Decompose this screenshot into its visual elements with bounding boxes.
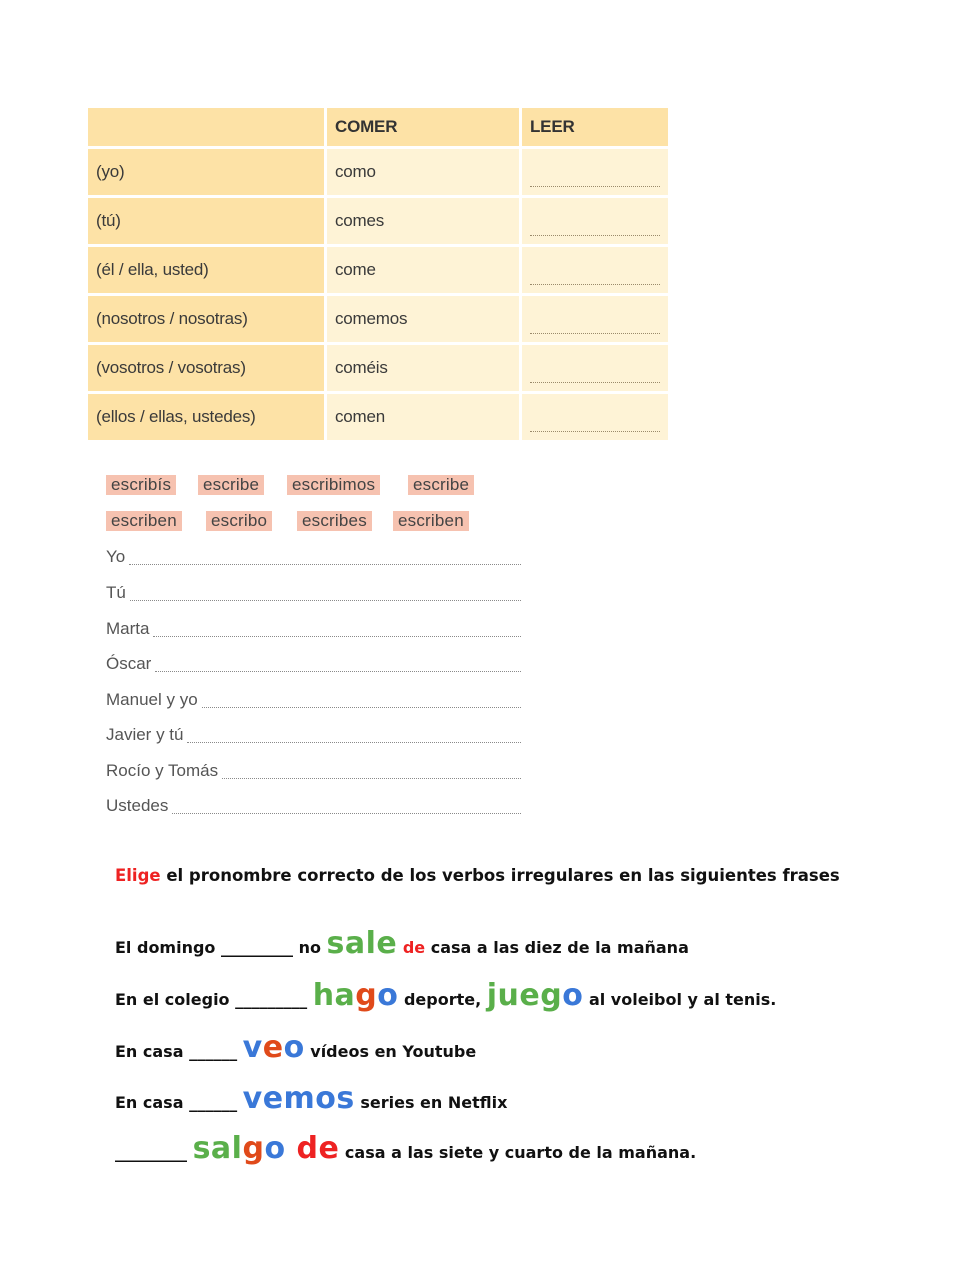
word-chip[interactable]: escribe: [408, 475, 474, 495]
verb-word: vemos: [242, 1081, 355, 1116]
verb-ending: o: [377, 978, 399, 1013]
subject-line: [106, 581, 521, 603]
leer-answer-blank[interactable]: [522, 296, 668, 342]
sentence-text: series en Netflix: [354, 1093, 508, 1112]
word-chip[interactable]: escribís: [106, 475, 176, 495]
answer-blank[interactable]: [172, 813, 521, 814]
pronoun-cell: (ellos / ellas, ustedes): [88, 394, 324, 440]
sentence-3: [115, 1030, 476, 1065]
sentence-text: casa a las diez de la mañana: [425, 938, 689, 957]
sentence-text: En casa ______: [115, 1042, 243, 1061]
leer-answer-blank[interactable]: [522, 247, 668, 293]
leer-answer-blank[interactable]: [522, 394, 668, 440]
sentence-text: vídeos en Youtube: [304, 1042, 477, 1061]
sentence-1: [115, 926, 689, 961]
verb-ending: o: [264, 1131, 286, 1166]
header-pronoun: [88, 108, 324, 146]
subject-line: [106, 723, 521, 745]
answer-blank[interactable]: [202, 707, 521, 708]
sentence-4: [115, 1081, 507, 1116]
verb-stem: sal: [192, 1131, 243, 1166]
pronoun-cell: (yo): [88, 149, 324, 195]
subject-line: [106, 652, 521, 674]
word-chip[interactable]: escriben: [106, 511, 182, 531]
sentence-5: [115, 1131, 696, 1166]
table-row: [88, 296, 668, 342]
leer-answer-blank[interactable]: [522, 198, 668, 244]
instruction-highlight: Elige: [115, 866, 161, 885]
answer-blank[interactable]: [187, 742, 521, 743]
sentence-2: [115, 978, 776, 1013]
answer-blank[interactable]: [153, 636, 521, 637]
subject-label: Tú: [106, 583, 126, 602]
word-chip[interactable]: escribo: [206, 511, 272, 531]
comer-cell: coméis: [327, 345, 519, 391]
subject-label: Marta: [106, 619, 150, 638]
sentence-text: al voleibol y al tenis.: [583, 990, 777, 1009]
comer-cell: como: [327, 149, 519, 195]
subject-line: [106, 688, 521, 710]
table-header-row: [88, 108, 668, 146]
word-chip[interactable]: escribe: [198, 475, 264, 495]
subject-line: [106, 545, 521, 567]
leer-answer-blank[interactable]: [522, 345, 668, 391]
sentence-text: _________: [115, 1143, 193, 1162]
answer-blank[interactable]: [130, 600, 521, 601]
subject-label: Ustedes: [106, 796, 169, 815]
verb-ending: o: [562, 978, 584, 1013]
sentence-text: En el colegio _________: [115, 990, 313, 1009]
instruction-text: el pronombre correcto de los verbos irregulares en las siguientes frases: [160, 866, 840, 885]
sentence-text: El domingo _________ no: [115, 938, 327, 957]
sentence-text: casa a las siete y cuarto de la mañana.: [339, 1143, 697, 1162]
verb-stem: jue: [486, 978, 541, 1013]
preposition-word: de: [402, 938, 426, 957]
table-row: [88, 394, 668, 440]
table-row: [88, 345, 668, 391]
verb-stem: v: [242, 1030, 263, 1065]
subject-label: Manuel y yo: [106, 690, 198, 709]
verb-irregular-letter: g: [540, 978, 563, 1013]
word-chip[interactable]: escribimos: [287, 475, 380, 495]
subject-label: Rocío y Tomás: [106, 761, 219, 780]
pronoun-cell: (tú): [88, 198, 324, 244]
table-row: [88, 198, 668, 244]
subject-label: Javier y tú: [106, 725, 184, 744]
answer-blank[interactable]: [129, 564, 521, 565]
answer-blank[interactable]: [222, 778, 521, 779]
exercise-instruction: [115, 866, 840, 885]
comer-cell: come: [327, 247, 519, 293]
verb-irregular-letter: g: [355, 978, 378, 1013]
verb-ending: o: [283, 1030, 305, 1065]
leer-answer-blank[interactable]: [522, 149, 668, 195]
subject-label: Yo: [106, 547, 126, 566]
comer-cell: comemos: [327, 296, 519, 342]
pronoun-cell: (él / ella, usted): [88, 247, 324, 293]
subject-label: Óscar: [106, 654, 152, 673]
answer-blank[interactable]: [155, 671, 521, 672]
subject-line: [106, 794, 521, 816]
pronoun-cell: (nosotros / nosotras): [88, 296, 324, 342]
table-row: [88, 149, 668, 195]
pronoun-cell: (vosotros / vosotras): [88, 345, 324, 391]
word-chip[interactable]: escriben: [393, 511, 469, 531]
preposition-word: de: [285, 1131, 340, 1166]
verb-word: sale: [326, 926, 398, 961]
table-row: [88, 247, 668, 293]
verb-irregular-letter: e: [262, 1030, 284, 1065]
verb-irregular-letter: g: [242, 1131, 265, 1166]
word-chip[interactable]: escribes: [297, 511, 372, 531]
subject-line: [106, 759, 521, 781]
subject-line: [106, 617, 521, 639]
comer-cell: comes: [327, 198, 519, 244]
header-leer: LEER: [522, 108, 668, 146]
comer-cell: comen: [327, 394, 519, 440]
header-comer: COMER: [327, 108, 519, 146]
verb-stem: ha: [312, 978, 356, 1013]
sentence-text: En casa ______: [115, 1093, 243, 1112]
sentence-text: deporte,: [398, 990, 487, 1009]
conjugation-table: [85, 105, 671, 443]
